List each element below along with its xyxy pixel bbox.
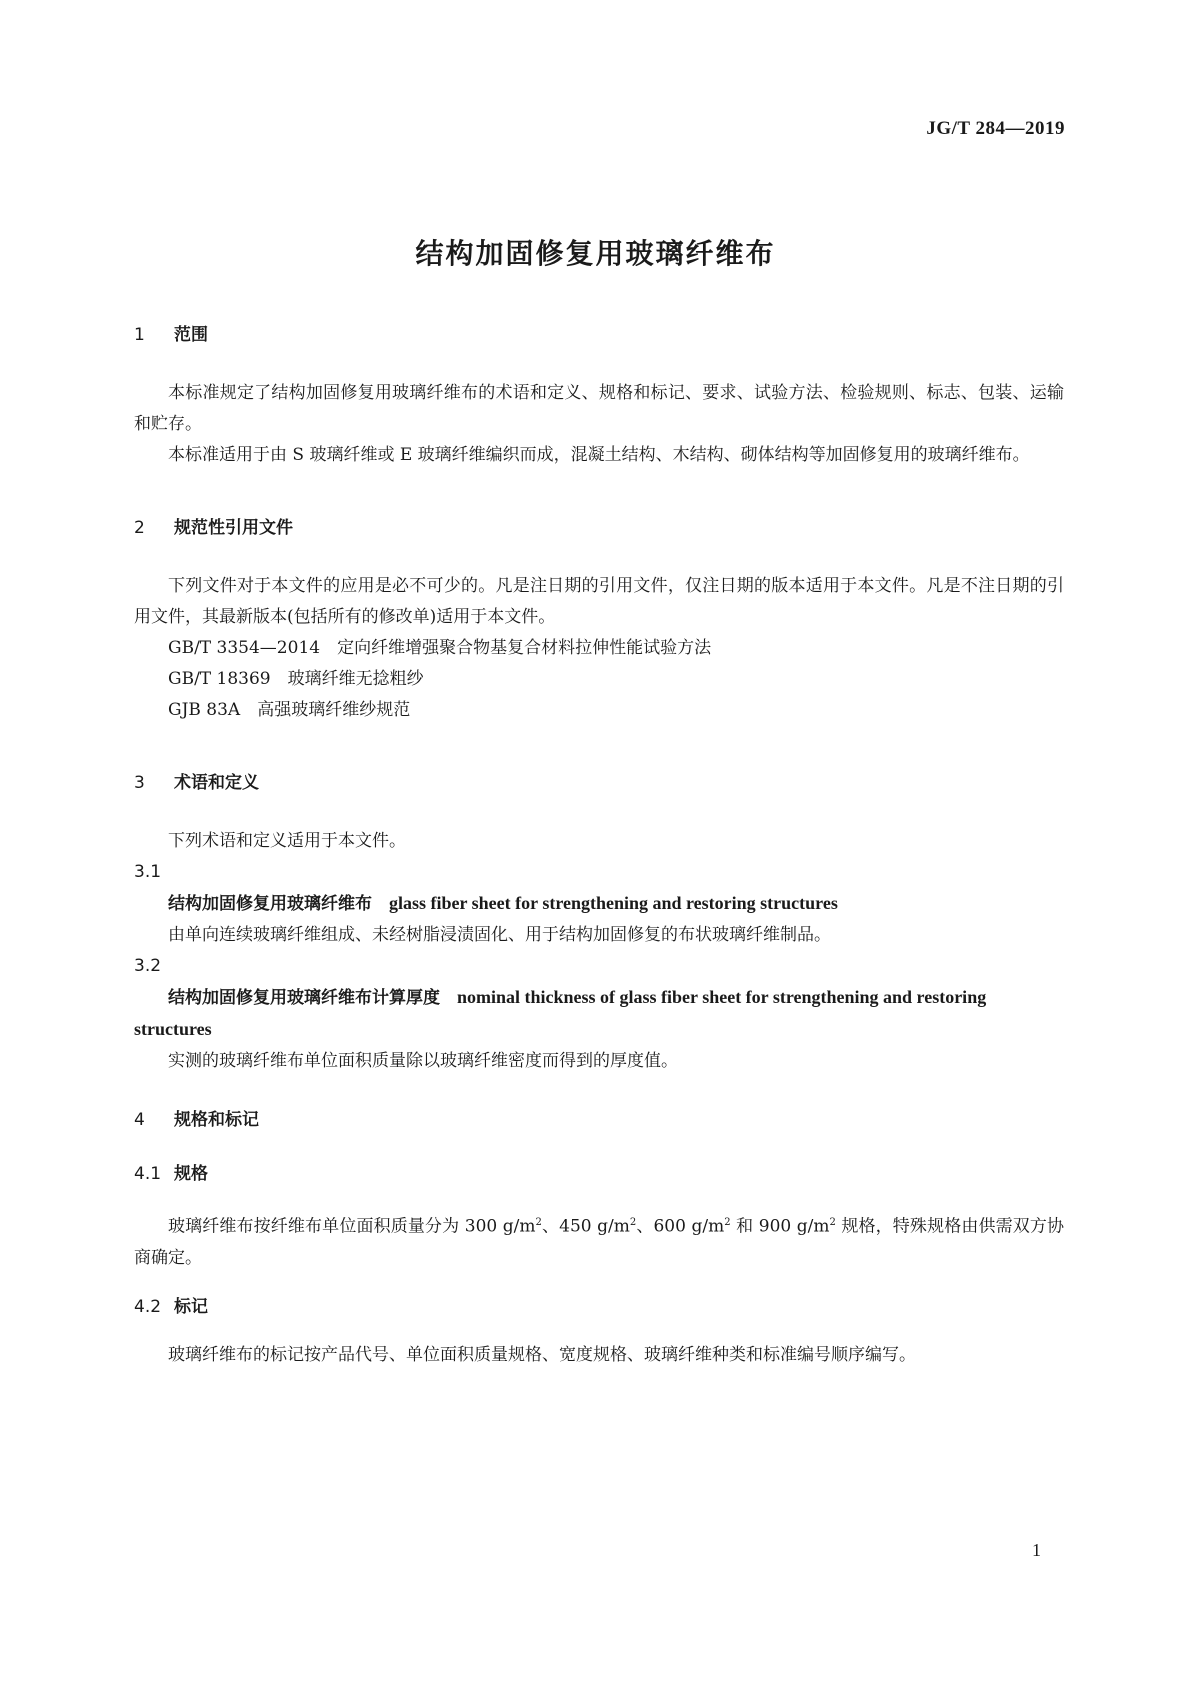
paragraph: 本标准规定了结构加固修复用玻璃纤维布的术语和定义、规格和标记、要求、试验方法、检验规则、标志、包装、运输和贮存。 xyxy=(134,383,1064,434)
paragraph: 下列文件对于本文件的应用是必不可少的。凡是注日期的引用文件，仅注日期的版本适用于本文件。凡是不注日期的引用文件，其最新版本(包括所有的修改单)适用于本文件。 xyxy=(134,576,1064,627)
reference-item: GJB 83A 高强玻璃纤维纱规范 xyxy=(168,700,411,720)
text: 、450 g/m xyxy=(541,1216,630,1237)
reference-item: GB/T 3354—2014 定向纤维增强聚合物基复合材料拉伸性能试验方法 xyxy=(168,638,712,658)
section-3-heading xyxy=(134,772,1064,794)
text: 和 900 g/m xyxy=(730,1216,830,1237)
paragraph: 玻璃纤维布的标记按产品代号、单位面积质量规格、宽度规格、玻璃纤维种类和标准编号顺序编写。 xyxy=(168,1344,916,1365)
section-title: 规范性引用文件 xyxy=(174,518,293,538)
page-number: 1 xyxy=(1032,1540,1041,1560)
term-number: 3.2 xyxy=(134,956,162,976)
paragraph xyxy=(134,1207,1064,1274)
section-title: 规格和标记 xyxy=(174,1110,259,1130)
superscript: 2 xyxy=(629,1217,637,1228)
subsection-title: 标记 xyxy=(174,1296,208,1317)
reference-item: GB/T 18369 玻璃纤维无捻粗纱 xyxy=(168,669,424,689)
section-number: 1 xyxy=(134,325,145,345)
term-definition: 由单向连续玻璃纤维组成、未经树脂浸渍固化、用于结构加固修复的布状玻璃纤维制品。 xyxy=(168,925,831,945)
superscript: 2 xyxy=(724,1217,731,1228)
section-number: 4 xyxy=(134,1110,145,1130)
term-chinese: 结构加固修复用玻璃纤维布计算厚度 xyxy=(168,988,440,1008)
text: 、600 g/m xyxy=(636,1216,725,1237)
term-entry xyxy=(134,888,1064,920)
paragraph: 下列术语和定义适用于本文件。 xyxy=(168,831,406,851)
subsection-4-1-heading xyxy=(134,1163,1064,1185)
text: 规格，特殊规格由供需双方协商确定。 xyxy=(134,1216,1064,1268)
document-body xyxy=(134,324,1064,1371)
term-definition: 实测的玻璃纤维布单位面积质量除以玻璃纤维密度而得到的厚度值。 xyxy=(168,1051,678,1071)
superscript: 2 xyxy=(829,1217,836,1228)
subsection-number: 4.2 xyxy=(134,1296,162,1317)
term-english: nominal thickness of glass fiber sheet for strengthening and restoring structures xyxy=(134,987,987,1039)
section-4-heading xyxy=(134,1109,1064,1131)
term-number: 3.1 xyxy=(134,862,162,882)
section-2-heading xyxy=(134,517,1064,539)
subsection-4-2-heading xyxy=(134,1296,1064,1318)
section-number: 3 xyxy=(134,773,145,793)
superscript: 2 xyxy=(535,1217,542,1228)
subsection-number: 4.1 xyxy=(134,1164,162,1184)
section-number: 2 xyxy=(134,518,145,538)
subsection-title: 规格 xyxy=(174,1164,208,1184)
term-entry xyxy=(134,982,1064,1046)
term-english: glass fiber sheet for strengthening and restoring structures xyxy=(389,893,838,913)
section-title: 范围 xyxy=(174,325,208,345)
section-1-heading xyxy=(134,324,1064,346)
paragraph: 本标准适用于由 S 玻璃纤维或 E 玻璃纤维编织而成，混凝土结构、木结构、砌体结构等加固修复用的玻璃纤维布。 xyxy=(168,445,1030,465)
section-title: 术语和定义 xyxy=(174,773,259,793)
text: 玻璃纤维布按纤维布单位面积质量分为 300 g/m xyxy=(168,1216,536,1237)
term-chinese: 结构加固修复用玻璃纤维布 xyxy=(168,894,372,914)
document-title: 结构加固修复用玻璃纤维布 xyxy=(415,237,776,270)
document-code: JG/T 284—2019 xyxy=(926,118,1065,139)
